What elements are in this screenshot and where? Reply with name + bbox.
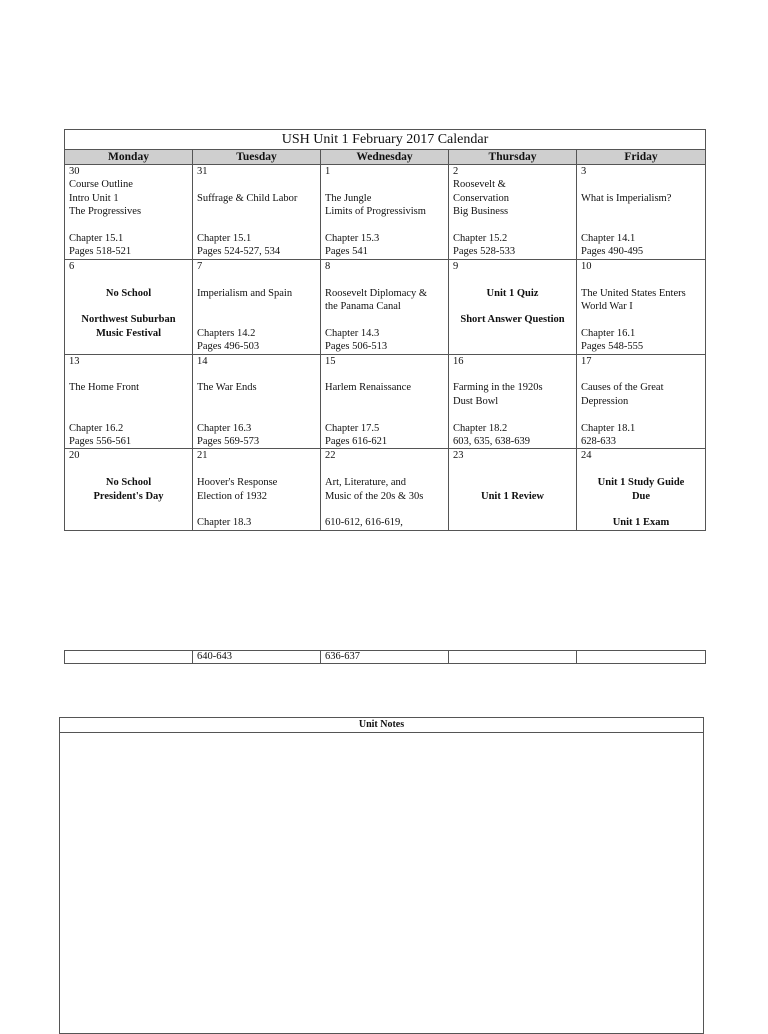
day-text-line [197, 219, 316, 232]
overflow-cell-wednesday: 636-637 [321, 651, 449, 664]
calendar-day-cell [65, 449, 193, 530]
day-event-bold: No School [105, 287, 152, 299]
day-event-bold [581, 503, 701, 516]
unit-notes-table [59, 717, 704, 1034]
day-text-line [69, 219, 188, 232]
calendar-day-cell [65, 259, 193, 354]
day-text-line: Chapter 16.2 [69, 422, 124, 434]
day-event-bold: No School [105, 477, 152, 489]
day-text-line [325, 368, 444, 381]
day-text-line: Pages 569-573 [197, 436, 260, 448]
calendar-table [64, 129, 706, 531]
day-text-line: Chapter 18.1 [581, 422, 636, 434]
day-text-line [197, 395, 316, 408]
calendar-day-cell [577, 259, 706, 354]
day-number: 15 [325, 355, 336, 367]
day-text-line: Chapter 18.2 [453, 422, 508, 434]
overflow-cell-friday [577, 651, 706, 664]
day-text-line: Pages 556-561 [69, 436, 132, 448]
day-text-line: Pages 548-555 [581, 341, 644, 353]
day-number: 21 [197, 450, 208, 462]
day-number: 17 [581, 355, 592, 367]
calendar-day-cell [65, 165, 193, 260]
calendar-day-cell [321, 165, 449, 260]
day-text-line [197, 408, 316, 421]
day-text-line [325, 219, 444, 232]
calendar-day-cell [577, 354, 706, 449]
day-number: 22 [325, 450, 336, 462]
calendar-day-cell [449, 449, 577, 530]
day-text-line: Chapter 15.2 [453, 233, 508, 245]
day-text-line: Farming in the 1920s [453, 382, 543, 394]
day-text-line [197, 300, 316, 313]
day-text-line: Dust Bowl [453, 395, 499, 407]
day-text-line: What is Imperialism? [581, 192, 672, 204]
calendar-day-cell [193, 354, 321, 449]
day-number: 8 [325, 260, 331, 272]
day-event-bold: Unit 1 Review [481, 490, 544, 502]
day-text-line: Big Business [453, 206, 509, 218]
calendar-day-cell [449, 354, 577, 449]
day-text-line: Music of the 20s & 30s [325, 490, 424, 502]
day-text-line: Hoover's Response [197, 477, 278, 489]
week-row [65, 354, 706, 449]
day-header-thursday: Thursday [449, 150, 577, 165]
day-text-line [69, 368, 188, 381]
week-row [65, 259, 706, 354]
day-number: 24 [581, 450, 592, 462]
calendar-day-cell [449, 165, 577, 260]
day-text-line: Pages 506-513 [325, 341, 388, 353]
day-text-line: Intro Unit 1 [69, 192, 119, 204]
calendar-title: USH Unit 1 February 2017 Calendar [65, 130, 706, 150]
day-number: 6 [69, 260, 75, 272]
day-number: 20 [69, 450, 80, 462]
day-event-bold: Music Festival [95, 327, 162, 339]
day-text-line: Pages 528-533 [453, 246, 516, 258]
day-text-line: Course Outline [69, 179, 133, 191]
day-text-line: Election of 1932 [197, 490, 267, 502]
day-text-line: Causes of the Great [581, 382, 664, 394]
day-text-line: 628-633 [581, 436, 616, 448]
day-text-line [581, 463, 701, 476]
day-text-line: Roosevelt Diplomacy & [325, 287, 428, 299]
day-text-line [581, 368, 701, 381]
day-number: 7 [197, 260, 203, 272]
day-header-monday: Monday [65, 150, 193, 165]
overflow-cell-thursday [449, 651, 577, 664]
day-text-line [69, 463, 188, 476]
day-text-line [581, 408, 701, 421]
calendar-day-cell [193, 165, 321, 260]
day-text-line: Chapter 17.5 [325, 422, 380, 434]
day-text-line [69, 395, 188, 408]
day-text-line [69, 273, 188, 286]
day-text-line: Suffrage & Child Labor [197, 192, 298, 204]
day-text-line [325, 395, 444, 408]
day-text-line: Pages 616-621 [325, 436, 388, 448]
day-text-line [453, 273, 572, 286]
day-number: 3 [581, 166, 587, 177]
day-text-line: 603, 635, 638-639 [453, 436, 530, 448]
day-text-line: Pages 490-495 [581, 246, 644, 258]
day-number: 30 [69, 166, 80, 177]
calendar-day-cell [193, 259, 321, 354]
day-event-bold: President's Day [93, 490, 164, 502]
day-header-wednesday: Wednesday [321, 150, 449, 165]
day-text-line: Chapter 14.1 [581, 232, 636, 244]
day-number: 10 [581, 260, 592, 272]
day-event-bold: Unit 1 Exam [612, 517, 670, 529]
day-number: 13 [69, 355, 80, 367]
calendar-day-cell [193, 449, 321, 530]
day-text-line: Roosevelt & [453, 179, 506, 191]
day-event-bold: Unit 1 Quiz [486, 287, 539, 299]
day-text-line: Pages 518-521 [69, 246, 132, 258]
day-text-line [581, 205, 701, 218]
day-text-line: Limits of Progressivism [325, 206, 426, 218]
day-text-line: The Home Front [69, 382, 139, 394]
unit-notes-title: Unit Notes [60, 718, 704, 733]
day-event-bold [453, 300, 572, 313]
day-text-line: Chapter 14.3 [325, 327, 380, 339]
day-header-friday: Friday [577, 150, 706, 165]
calendar-day-cell [577, 165, 706, 260]
day-number: 23 [453, 450, 464, 462]
day-text-line [197, 313, 316, 326]
day-text-line [325, 408, 444, 421]
day-text-line: The Jungle [325, 192, 372, 204]
day-text-line [325, 178, 444, 191]
calendar-day-cell [449, 259, 577, 354]
day-text-line [581, 219, 701, 232]
day-text-line [453, 219, 572, 232]
day-number: 14 [197, 355, 208, 367]
day-text-line [197, 178, 316, 191]
day-text-line [581, 273, 701, 286]
overflow-cell-tuesday: 640-643 [193, 651, 321, 664]
day-text-line: the Panama Canal [325, 301, 401, 313]
day-text-line [325, 463, 444, 476]
day-text-line [581, 178, 701, 191]
day-text-line: Pages 541 [325, 246, 368, 258]
day-text-line: Harlem Renaissance [325, 382, 412, 394]
day-number: 9 [453, 260, 459, 272]
day-text-line [197, 368, 316, 381]
day-number: 31 [197, 166, 208, 177]
day-text-line [197, 503, 316, 516]
unit-notes-area[interactable] [60, 733, 704, 1034]
week-row [65, 449, 706, 530]
day-header-tuesday: Tuesday [193, 150, 321, 165]
day-text-line [325, 273, 444, 286]
day-text-line: Chapter 15.1 [197, 232, 252, 244]
day-text-line: Imperialism and Spain [197, 287, 293, 299]
day-event-bold: Due [631, 490, 651, 502]
overflow-cell-monday [65, 651, 193, 664]
day-text-line: Chapter 18.3 [197, 517, 252, 529]
day-text-line: Chapters 14.2 [197, 327, 256, 339]
day-text-line: Chapter 15.1 [69, 233, 124, 245]
day-text-line [197, 205, 316, 218]
day-text-line: Conservation [453, 192, 509, 204]
overflow-row [65, 651, 706, 664]
day-text-line [453, 476, 572, 489]
day-text-line: Pages 524-527, 534 [197, 246, 281, 258]
day-text-line: The Progressives [69, 206, 142, 218]
day-text-line: Art, Literature, and [325, 477, 407, 489]
day-number: 16 [453, 355, 464, 367]
day-text-line [581, 313, 701, 326]
day-event-bold: Northwest Suburban [81, 314, 176, 326]
calendar-day-cell [65, 354, 193, 449]
calendar-day-cell [321, 354, 449, 449]
day-event-bold [69, 300, 188, 313]
day-number: 2 [453, 166, 459, 177]
day-text-line [453, 368, 572, 381]
day-event-bold: Unit 1 Study Guide [597, 477, 685, 489]
day-text-line [197, 273, 316, 286]
day-text-line: The War Ends [197, 382, 257, 394]
day-number: 1 [325, 166, 331, 177]
day-text-line: Pages 496-503 [197, 341, 260, 353]
week-row [65, 165, 706, 260]
day-text-line: 610-612, 616-619, [325, 517, 403, 529]
day-event-bold: Short Answer Question [460, 314, 565, 326]
day-text-line [325, 313, 444, 326]
day-text-line [325, 503, 444, 516]
day-text-line [69, 408, 188, 421]
calendar-day-cell [321, 449, 449, 530]
calendar-day-cell [577, 449, 706, 530]
day-text-line: World War I [581, 301, 633, 313]
calendar-overflow-table [64, 650, 706, 664]
day-text-line: Chapter 16.1 [581, 327, 636, 339]
day-text-line [453, 408, 572, 421]
calendar-day-cell [321, 259, 449, 354]
day-text-line: Depression [581, 395, 629, 407]
day-text-line [453, 463, 572, 476]
day-text-line: Chapter 15.3 [325, 233, 380, 244]
day-text-line [197, 463, 316, 476]
day-text-line: Chapter 16.3 [197, 422, 252, 434]
day-text-line: The United States Enters [581, 287, 686, 299]
